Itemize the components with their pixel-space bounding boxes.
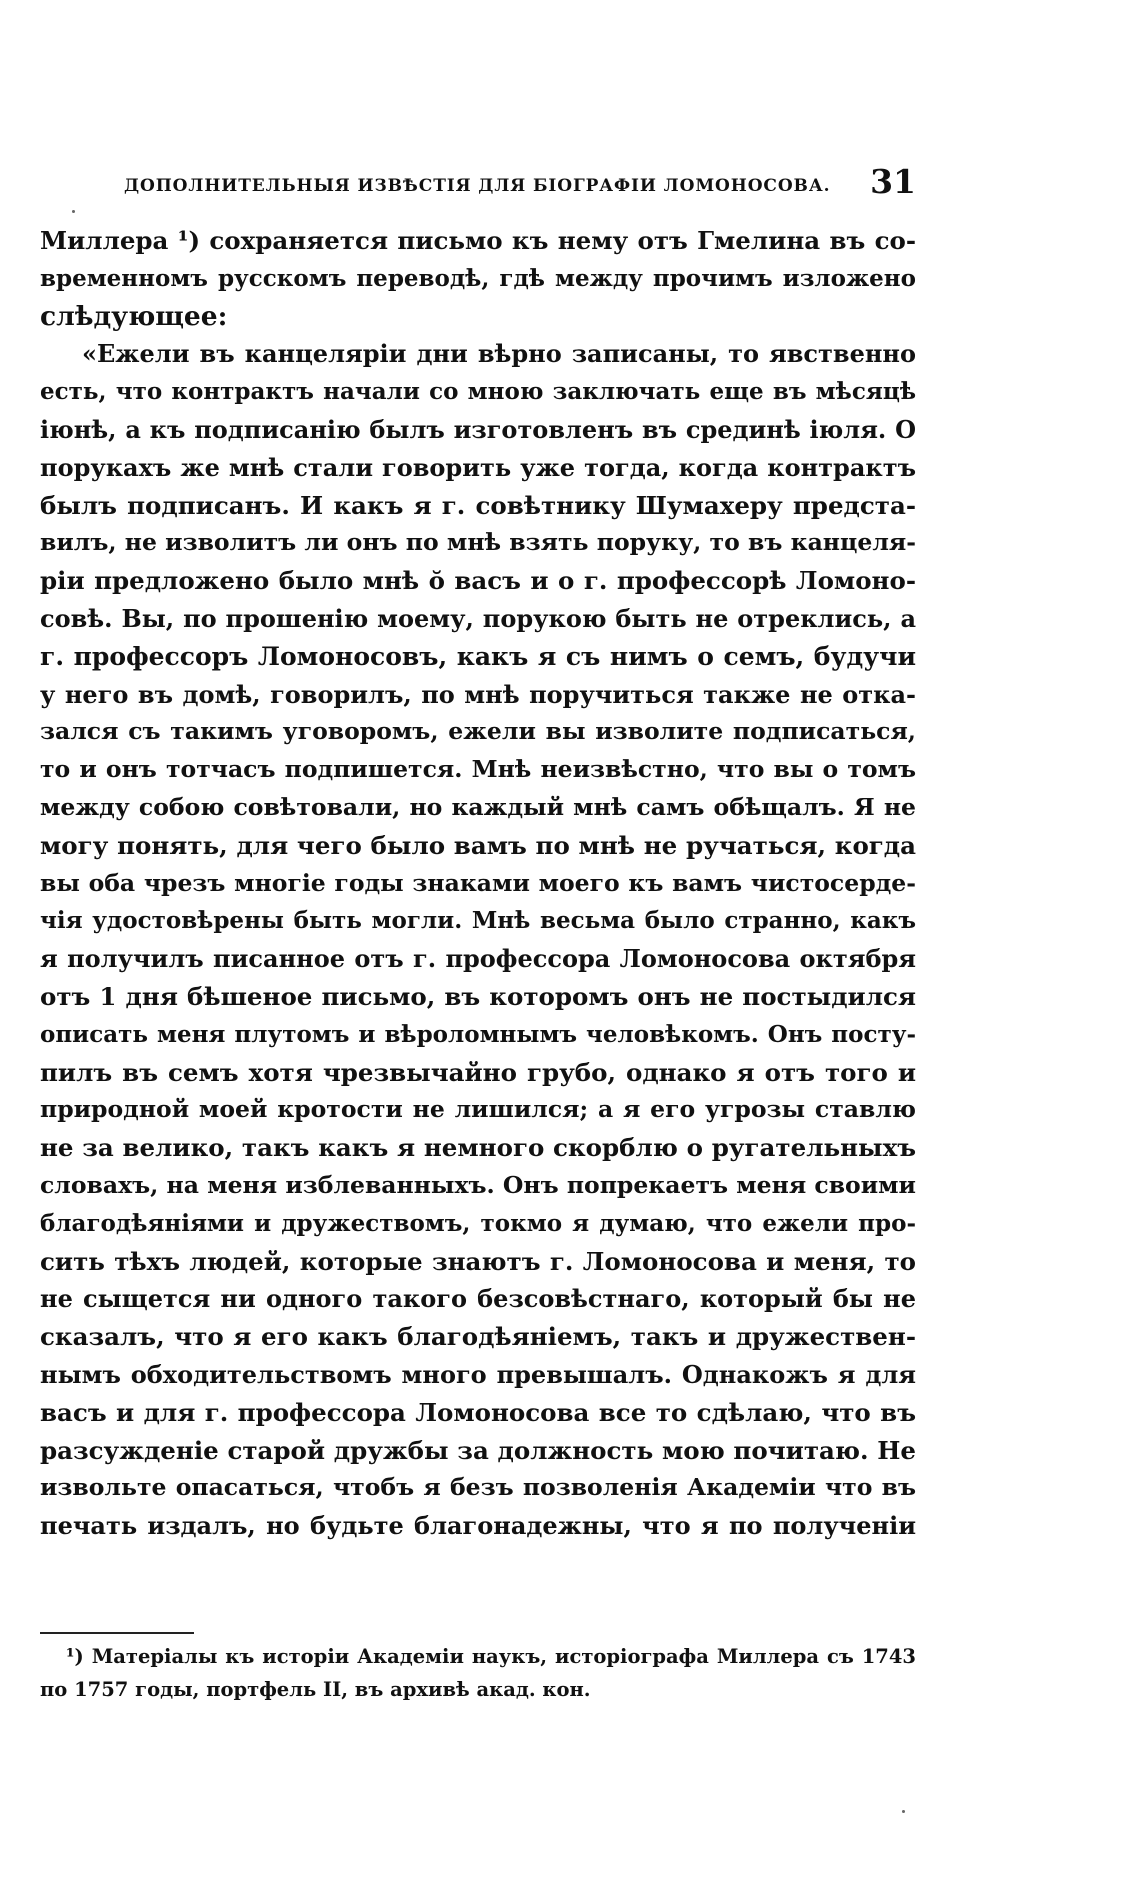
footnote-divider	[40, 1632, 194, 1634]
text-line: сить тѣхъ людей, которые знаютъ г. Ломоносова и меня, то	[40, 1246, 916, 1276]
text-line: вы оба чрезъ многіе годы знаками моего къ вамъ чистосерде-	[40, 868, 916, 897]
scan-speck	[902, 1810, 905, 1813]
text-line: описать меня плутомъ и вѣроломнымъ человѣкомъ. Онъ посту-	[40, 1020, 916, 1048]
text-line: г. профессоръ Ломоносовъ, какъ я съ нимъ о семъ, будучи	[40, 641, 916, 671]
text-line: «Ежели въ канцеляріи дни вѣрно записаны, то явственно	[82, 339, 916, 369]
text-line: я получилъ писанное отъ г. профессора Ломоносова октября	[40, 944, 916, 974]
page-number: 31	[870, 162, 916, 201]
text-line: сказалъ, что я его какъ благодѣяніемъ, такъ и дружествен-	[40, 1322, 916, 1352]
text-line: не сыщется ни одного такого безсовѣстнаго, который бы не	[40, 1284, 916, 1314]
text-line: былъ подписанъ. И какъ я г. совѣтнику Шумахеру предста-	[40, 490, 916, 520]
text-line: отъ 1 дня бѣшеное письмо, въ которомъ онъ не постыдился	[40, 981, 916, 1011]
running-title: ДОПОЛНИТЕЛЬНЫЯ ИЗВѢСТІЯ ДЛЯ БІОГРАФІИ ЛОМОНОСОВА.	[124, 176, 831, 196]
text-line: ріи предложено было мнѣ о̆ васъ и о г. профессорѣ Ломоно-	[40, 566, 916, 596]
text-line: извольте опасаться, чтобъ я безъ позволенія Академіи что въ	[40, 1473, 916, 1502]
text-line: пилъ въ семъ хотя чрезвычайно грубо, однако я отъ того и	[40, 1057, 916, 1087]
text-line: есть, что контрактъ начали со мною заключать еще въ мѣсяцѣ	[40, 378, 916, 406]
text-line: разсужденіе старой дружбы за должность мою почитаю. Не	[40, 1435, 916, 1465]
running-head	[124, 162, 916, 210]
text-line: словахъ, на меня изблеванныхъ. Онъ попрекаетъ меня своими	[40, 1170, 916, 1199]
text-line: между собою совѣтовали, но каждый мнѣ самъ обѣщалъ. Я не	[40, 792, 916, 821]
text-line: не за велико, такъ какъ я немного скорблю о ругательныхъ	[40, 1133, 916, 1163]
footnote	[40, 1640, 916, 1706]
body-text	[40, 222, 916, 1545]
text-line: природной моей кротости не лишился; а я его угрозы ставлю	[40, 1095, 916, 1124]
text-line: іюнѣ, а къ подписанію былъ изготовленъ въ срединѣ іюля. О	[40, 414, 916, 444]
footnote-line: ¹) Матеріалы къ исторіи Академіи наукъ, исторіографа Миллера съ 1743	[66, 1645, 916, 1668]
text-line: зался съ такимъ уговоромъ, ежели вы изволите подписаться,	[40, 717, 916, 746]
text-line: совѣ. Вы, по прошенію моему, порукою быть не отреклись, а	[40, 603, 916, 633]
text-line: слѣдующее:	[40, 300, 228, 332]
text-line: нымъ обходительствомъ много превышалъ. Однакожъ я для	[40, 1359, 916, 1389]
scan-speck	[72, 210, 75, 213]
text-line: порукахъ же мнѣ стали говорить уже тогда, когда контрактъ	[40, 452, 916, 482]
text-line: у него въ домѣ, говорилъ, по мнѣ поручиться также не отка-	[40, 679, 916, 709]
text-line: чія удостовѣрены быть могли. Мнѣ весьма было странно, какъ	[40, 907, 916, 935]
text-line: могу понять, для чего было вамъ по мнѣ не ручаться, когда	[40, 830, 916, 860]
text-line: временномъ русскомъ переводѣ, гдѣ между прочимъ изложено	[40, 264, 916, 292]
text-line: васъ и для г. профессора Ломоносова все то сдѣлаю, что въ	[40, 1397, 916, 1427]
text-line: то и онъ тотчасъ подпишется. Мнѣ неизвѣстно, что вы о томъ	[40, 755, 916, 784]
footnote-line: по 1757 годы, портфель II, въ архивѣ акад. кон.	[40, 1678, 591, 1701]
text-line: вилъ, не изволитъ ли онъ по мнѣ взять поруку, то въ канцеля-	[40, 528, 916, 557]
text-line: благодѣяніями и дружествомъ, токмо я думаю, что ежели про-	[40, 1209, 916, 1237]
text-line: Миллера ¹) сохраняется письмо къ нему отъ Гмелина въ со-	[40, 226, 916, 255]
text-line: печать издалъ, но будьте благонадежны, что я по полученіи	[40, 1511, 916, 1541]
